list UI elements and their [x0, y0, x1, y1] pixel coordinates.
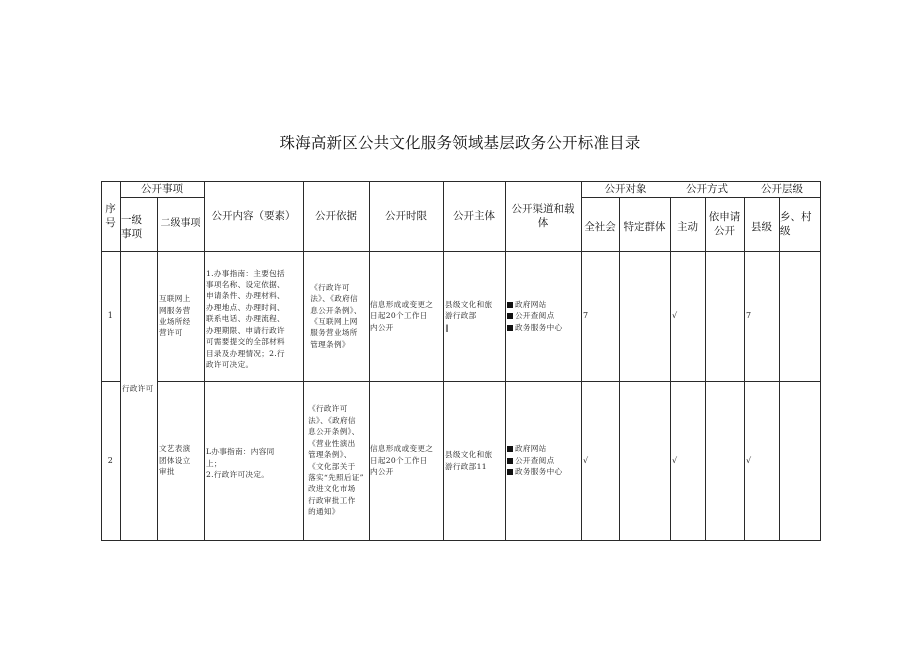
header-items-group-text: 公开事项 — [141, 183, 183, 195]
row-basis-line: 法》、《政府信 — [308, 415, 356, 425]
row-basis-text — [310, 282, 361, 350]
row-content-line: L办事指南：内容同 — [206, 447, 275, 457]
header-level-town-line: 乡、村 — [780, 211, 812, 223]
row-level2-text — [159, 443, 191, 477]
header-level-group — [744, 181, 820, 197]
header-seq — [101, 181, 120, 251]
row-time — [370, 251, 443, 381]
row-channel — [507, 381, 581, 540]
row-basis-line: 落实“先照后证” — [308, 472, 364, 482]
row-content-line: 办理地点、办理时间、 — [206, 302, 285, 312]
row-basis-line: 《文化部关于 — [308, 461, 356, 471]
row-level-county-text: √ — [746, 455, 752, 465]
row-time-text — [370, 443, 433, 477]
header-level2 — [157, 197, 204, 251]
row-basis-line: 改进文化市场 — [308, 484, 356, 494]
row-level1-text: 行政许可 — [122, 384, 154, 393]
row-content-line: 办理期限、申请行政许 — [206, 325, 285, 335]
row-content-text — [206, 268, 285, 371]
square-bullet-icon — [507, 446, 513, 452]
header-mode-active — [670, 197, 705, 251]
table-border-bottom — [101, 540, 821, 541]
row-level2-line: 互联网上 — [159, 294, 191, 304]
row-basis-line: 法》、《政府信 — [310, 294, 358, 304]
row-basis-line: 行政审批工作 — [308, 495, 356, 505]
channel-item — [507, 455, 562, 466]
row-level-county — [746, 381, 779, 540]
header-time-text: 公开时限 — [385, 210, 427, 222]
header-channel — [505, 181, 581, 251]
row-content-line: 上； — [206, 458, 222, 468]
row-subject-text — [445, 299, 492, 333]
row-time-line: 日起20个工作日 — [370, 311, 428, 321]
row-basis-line: 管理条例》 — [310, 339, 350, 349]
channel-item-label: 政府网站 — [515, 444, 547, 454]
row-mode-active-text: √ — [672, 455, 678, 465]
page-title: 珠海高新区公共文化服务领域基层政务公开标准目录 — [279, 134, 641, 152]
header-basis-text: 公开依据 — [315, 210, 357, 222]
channel-item — [507, 322, 562, 333]
header-channel-text — [512, 202, 575, 230]
row-level2-line: 文艺表演 — [159, 444, 191, 454]
square-bullet-icon — [507, 302, 513, 308]
header-level1-line: 事项 — [121, 228, 142, 240]
row-target-all — [583, 381, 619, 540]
row-basis-line: 《行政许可 — [310, 282, 350, 292]
channel-item-label: 公开查阅点 — [515, 311, 555, 321]
header-level-group-text: 公开层级 — [761, 183, 803, 195]
row-level1 — [122, 383, 159, 397]
header-items-group — [120, 181, 204, 197]
header-basis — [303, 181, 369, 251]
row-channel — [507, 251, 581, 381]
row-time — [370, 381, 443, 540]
row-seq-text: 1 — [107, 311, 114, 321]
square-bullet-icon — [507, 325, 513, 331]
channel-list — [507, 299, 562, 333]
header-target-group — [581, 181, 670, 197]
row-content-line: 目录及办理情况；2.行 — [206, 348, 285, 358]
row-subject-line: 游行政部11 — [445, 461, 487, 471]
row-content-line: 申请条件、办理材料、 — [206, 291, 285, 301]
row-level2-line: 网服务营 — [159, 305, 191, 315]
row-content-line: 联系电话、办理流程、 — [206, 314, 285, 324]
header-seq-line: 序 — [105, 203, 116, 215]
row-mode-active — [672, 381, 705, 540]
row-basis-line: 管理条例》、 — [308, 450, 352, 460]
header-mode-active-text: 主动 — [677, 221, 698, 233]
row-mode-active — [672, 251, 705, 381]
header-target-group-text: 公开对象 — [604, 183, 647, 195]
row-mode-active-text: √ — [672, 311, 678, 321]
row-subject-line: ‖ — [445, 322, 450, 332]
row-basis-line: 的通知》 — [308, 507, 340, 517]
channel-item-label: 政务服务中心 — [515, 467, 563, 477]
header-subject-text: 公开主体 — [453, 210, 495, 222]
row-target-all — [583, 251, 619, 381]
row-level2 — [159, 251, 204, 381]
row-level2-line: 团体设立 — [159, 455, 191, 465]
row-time-line: 内公开 — [370, 322, 394, 332]
header-level1-line: 一级 — [121, 214, 142, 226]
row-basis — [304, 251, 368, 381]
row-time-line: 信息形成或变更之 — [370, 299, 434, 309]
row-target-all-text: √ — [583, 455, 589, 465]
row-subject — [445, 251, 505, 381]
row-level2-line: 营许可 — [159, 328, 183, 338]
row-time-line: 日起20个工作日 — [370, 455, 428, 465]
header-level-county — [744, 197, 779, 251]
row-seq — [101, 251, 120, 381]
header-target-all — [581, 197, 619, 251]
row-basis-line: 息公开条例》、 — [310, 305, 362, 315]
header-time — [369, 181, 443, 251]
header-subject — [443, 181, 505, 251]
header-level-town-text — [780, 210, 812, 238]
row-content-text — [206, 446, 275, 480]
row-target-all-text: 7 — [583, 311, 589, 321]
row-subject-line: 游行政部 — [445, 311, 477, 321]
row-level2 — [159, 381, 204, 540]
row-time-line: 信息形成或变更之 — [370, 444, 434, 454]
header-level1 — [121, 203, 158, 251]
row-time-text — [370, 299, 433, 333]
row-basis-text — [308, 403, 364, 517]
row-level2-line: 业场所经 — [159, 317, 191, 326]
header-level2-text: 二级事项 — [160, 218, 201, 229]
header-level-town-line: 级 — [780, 225, 791, 237]
square-bullet-icon — [507, 458, 513, 464]
header-mode-request — [705, 197, 744, 251]
channel-item-label: 政府网站 — [515, 299, 547, 309]
header-seq-text — [105, 202, 116, 230]
row-content — [206, 387, 302, 540]
row-level2-line: 审批 — [159, 467, 175, 477]
header-mode-request-line: 依申请 — [708, 211, 741, 223]
header-seq-line: 号 — [105, 217, 116, 229]
square-bullet-icon — [507, 469, 513, 475]
row-content-line: 事项名称、设定依据、 — [206, 280, 285, 290]
channel-item — [507, 299, 562, 310]
header-mode-group — [670, 181, 744, 197]
row-subject-line: 县级文化和旅 — [445, 450, 493, 460]
header-channel-line: 公开渠道和载 — [511, 203, 575, 215]
header-level1-text — [121, 213, 142, 241]
channel-item-label: 政务服务中心 — [515, 322, 563, 332]
header-content-text: 公开内容（要素） — [211, 210, 296, 222]
row-content-line: 政许可决定。 — [206, 359, 254, 369]
row-seq — [101, 381, 120, 540]
header-content — [204, 181, 303, 251]
header-target-all-text: 全社会 — [584, 221, 616, 233]
header-channel-line: 体 — [537, 217, 549, 229]
header-target-specific — [619, 197, 670, 251]
channel-item-label: 公开查阅点 — [515, 455, 555, 465]
channel-list — [507, 443, 562, 477]
header-level-county-text: 县级 — [751, 221, 772, 233]
row-level2-text — [159, 293, 191, 339]
row-subject-line: 县级文化和旅 — [445, 299, 493, 309]
row-seq-text: 2 — [107, 455, 114, 465]
row-basis-line: 《互联网上网 — [310, 317, 358, 326]
row-subject-text — [445, 449, 492, 472]
header-target-specific-text: 特定群体 — [623, 221, 666, 233]
row-content-line: 1.办事指南：主要包括 — [206, 268, 285, 278]
header-level-town — [780, 197, 821, 251]
channel-item — [507, 466, 562, 477]
row-content-line: 可需要提交的全部材料 — [206, 337, 285, 347]
row-level-county-text: 7 — [746, 311, 752, 321]
row-basis — [304, 381, 368, 540]
square-bullet-icon — [507, 313, 513, 319]
row-subject — [445, 381, 505, 540]
row-time-line: 内公开 — [370, 467, 394, 477]
row-level-county — [746, 251, 779, 381]
header-mode-request-text — [709, 210, 741, 238]
header-mode-request-line: 公开 — [714, 225, 735, 237]
header-mode-group-text: 公开方式 — [686, 183, 728, 195]
row-basis-line: 服务营业场所 — [310, 328, 358, 338]
row-basis-line: 《行政许可 — [308, 404, 348, 414]
row-basis-line: 息公开条例》、 — [308, 427, 360, 437]
row-basis-line: 《营业性演出 — [308, 438, 356, 448]
row-content — [206, 257, 302, 381]
channel-item — [507, 443, 562, 454]
channel-item — [507, 310, 562, 321]
row-content-line: 2.行政许可决定。 — [206, 470, 270, 480]
